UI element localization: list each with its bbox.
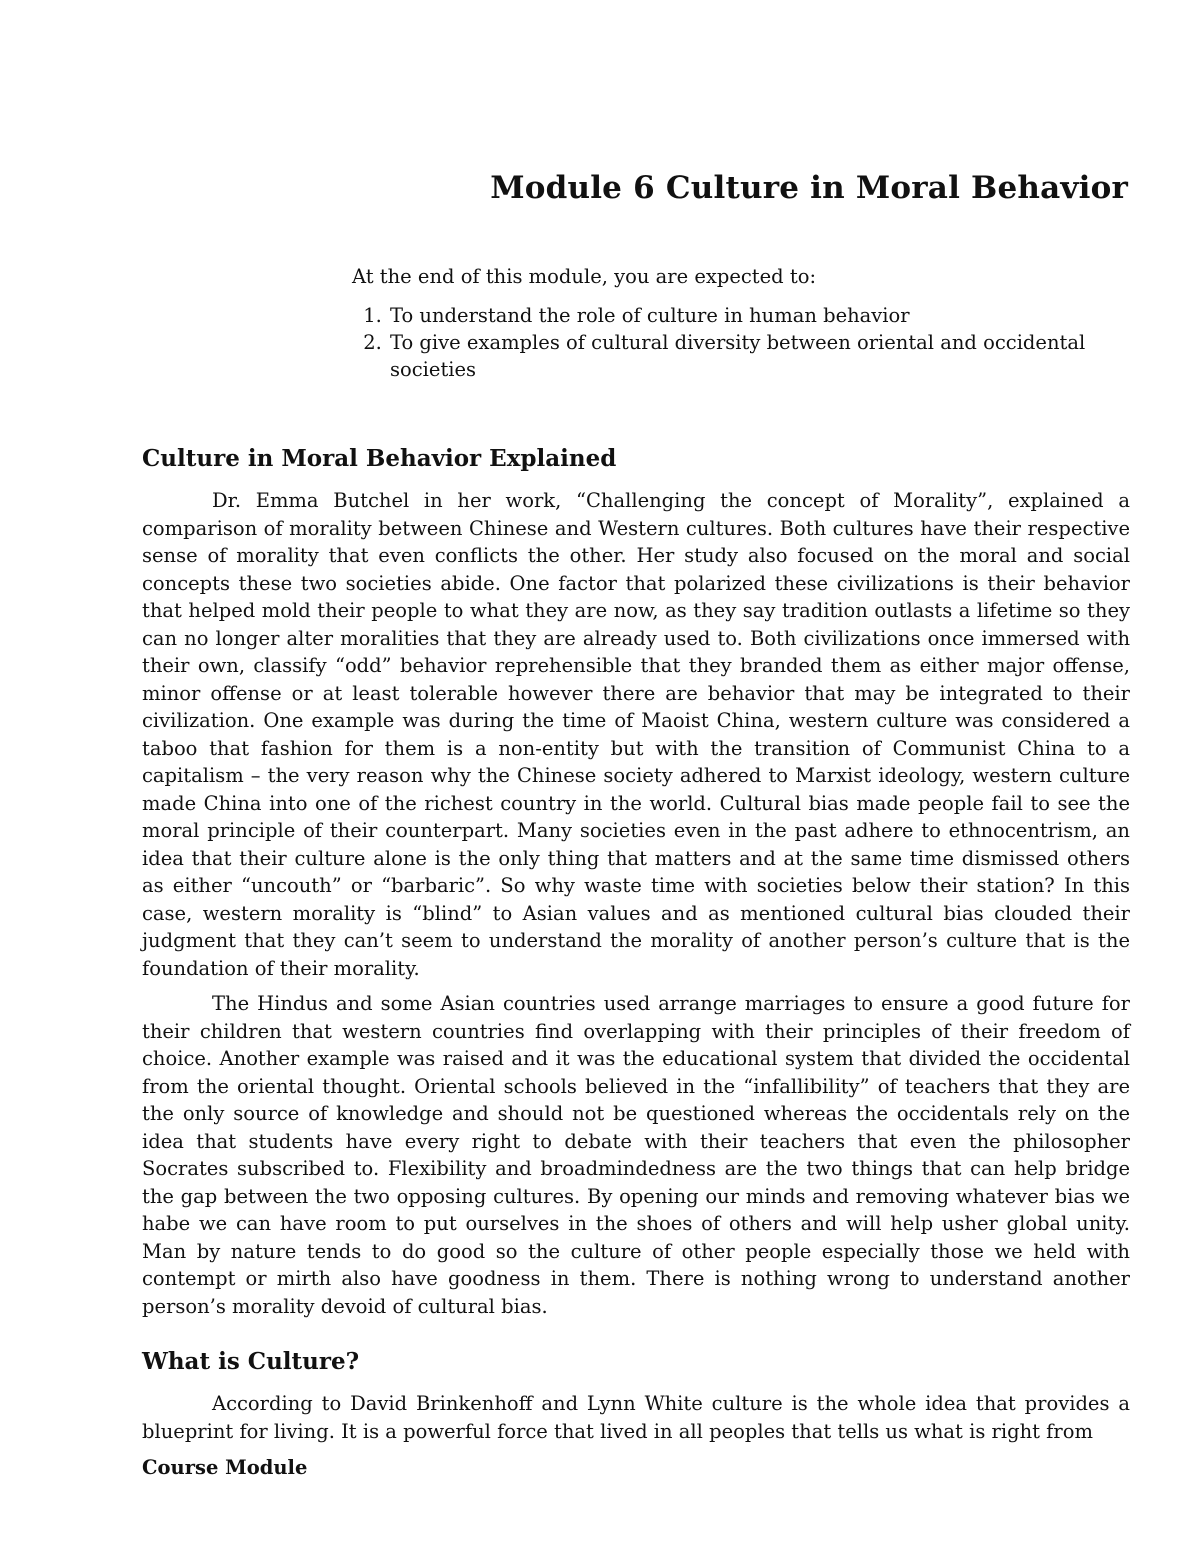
learning-objectives (352, 263, 1112, 383)
section-body-culture-explained (142, 487, 1130, 1328)
page-title: Module 6 Culture in Moral Behavior (490, 170, 1128, 206)
page-footer: Course Module (142, 1456, 308, 1479)
objectives-list (352, 302, 1112, 383)
paragraph: Dr. Emma Butchel in her work, “Challenging the concept of Morality”, explained a comparison of morality between Chinese and Western cultures. Both cultures have their respective sense of morality that even conflicts the other. Her study also focused on the moral and social concepts these two societies abide. One factor that polarized these civilizations is their behavior that helped mold their people to what they are now, as they say tradition outlasts a lifetime so they can no longer alter moralities that they are already used to. Both civilizations once immersed with their own, classify “odd” behavior reprehensible that they branded them as either major offense, minor offense or at least tolerable however there are behavior that may be integrated to their civilization. One example was during the time of Maoist China, western culture was considered a taboo that fashion for them is a non-entity but with the transition of Communist China to a capitalism – the very reason why the Chinese society adhered to Marxist ideology, western culture made China into one of the richest country in the world. Cultural bias made people fail to see the moral principle of their counterpart. Many societies even in the past adhere to ethnocentrism, an idea that their culture alone is the only thing that matters and at the same time dismissed others as either “uncouth” or “barbaric”. So why waste time with societies below their station? In this case, western morality is “blind” to Asian values and as mentioned cultural bias clouded their judgment that they can’t seem to understand the morality of another person’s culture that is the foundation of their morality. (142, 489, 1130, 980)
objective-item: 1. To understand the role of culture in human behavior (388, 302, 1112, 329)
objectives-intro: At the end of this module, you are expected to: (352, 265, 817, 288)
paragraph: According to David Brinkenhoff and Lynn White culture is the whole idea that provides a blueprint for living. It is a powerful force that lived in all peoples that tells us what is right from (142, 1392, 1130, 1443)
objective-item: 2. To give examples of cultural diversity between oriental and occidental societies (388, 329, 1112, 383)
section-heading-culture-explained: Culture in Moral Behavior Explained (142, 445, 617, 472)
section-body-what-is-culture (142, 1390, 1130, 1453)
paragraph: The Hindus and some Asian countries used arrange marriages to ensure a good future for their children that western countries find overlapping with their principles of their freedom of choice. Another example was raised and it was the educational system that divided the occidental from the oriental thought. Oriental schools believed in the “infallibility” of teachers that they are the only source of knowledge and should not be questioned whereas the occidentals rely on the idea that students have every right to debate with their teachers that even the philosopher Socrates subscribed to. Flexibility and broadmindedness are the two things that can help bridge the gap between the two opposing cultures. By opening our minds and removing whatever bias we habe we can have room to put ourselves in the shoes of others and will help usher global unity. Man by nature tends to do good so the culture of other people especially those we held with contempt or mirth also have goodness in them. There is nothing wrong to understand another person’s morality devoid of cultural bias. (142, 992, 1130, 1318)
section-heading-what-is-culture: What is Culture? (142, 1348, 360, 1375)
